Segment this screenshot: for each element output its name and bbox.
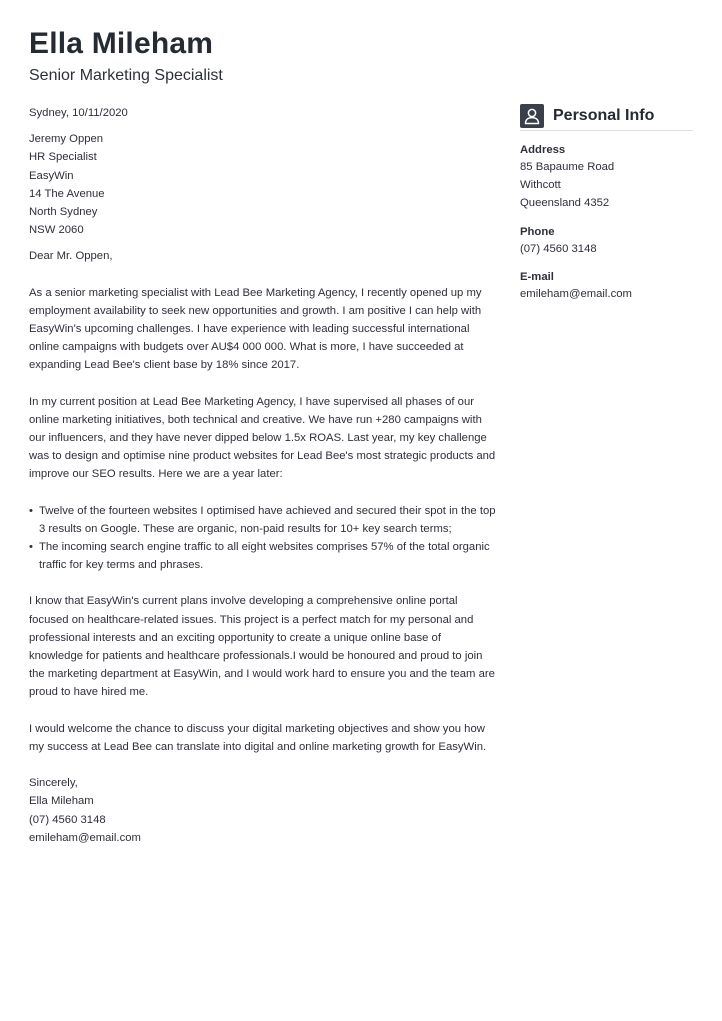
- recipient-line: HR Specialist: [29, 151, 97, 164]
- phone-value: (07) 4560 3148: [520, 242, 597, 255]
- closing-line: emileham@email.com: [29, 831, 141, 844]
- recipient-block: [29, 130, 497, 239]
- salutation: Dear Mr. Oppen,: [29, 250, 113, 263]
- closing-block: [29, 774, 497, 847]
- email-label: E-mail: [520, 270, 554, 283]
- bullet-item: • Twelve of the fourteen websites I optimised have achieved and secured their spot in the top 3 results on Google. These are organic, non-paid results for 10+ key search terms;: [29, 502, 497, 538]
- letter-body: [29, 104, 497, 847]
- applicant-title: Senior Marketing Specialist: [29, 67, 223, 84]
- bullet-item: • The incoming search engine traffic to all eight websites comprises 57% of the total organic traffic for key terms and phrases.: [29, 538, 497, 574]
- phone-label: Phone: [520, 225, 555, 238]
- personal-info-title: Personal Info: [553, 106, 655, 124]
- address-label: Address: [520, 144, 566, 156]
- closing-line: (07) 4560 3148: [29, 813, 106, 826]
- closing-line: Sincerely,: [29, 777, 78, 790]
- recipient-line: 14 The Avenue: [29, 187, 105, 200]
- address-line: Withcott: [520, 179, 561, 192]
- paragraph: As a senior marketing specialist with Lead Bee Marketing Agency, I recently opened up my employment availability to seek new opportunities and growth. I am positive I can help with EasyWin's upcoming challenges. I have experience with leading successful international online campaigns with budgets over AU$4 000 000. What is more, I have succeeded at expanding Lead Bee's client base by 18% since 2017.: [29, 286, 482, 372]
- closing-line: Ella Mileham: [29, 795, 94, 808]
- recipient-line: NSW 2060: [29, 224, 84, 237]
- paragraph: In my current position at Lead Bee Marketing Agency, I have supervised all phases of our online marketing initiatives, both technical and creative. We have run +280 campaigns with our influencers, and they have never dipped below 1.5x ROAS. Last year, my key challenge was to design and optimise nine product websites for Lead Bee's most strategic products and improve our SEO results. Here we are a year later:: [29, 395, 496, 481]
- personal-info-header: [520, 103, 693, 131]
- address-line: 85 Bapaume Road: [520, 161, 615, 173]
- recipient-line: EasyWin: [29, 169, 74, 182]
- letter-date: Sydney, 10/11/2020: [29, 107, 128, 119]
- user-icon: [520, 104, 544, 128]
- recipient-line: Jeremy Oppen: [29, 133, 104, 146]
- personal-info-sidebar: [520, 103, 693, 303]
- paragraph: I would welcome the chance to discuss your digital marketing objectives and show you how my success at Lead Bee can translate into digital and online marketing growth for EasyWin.: [29, 722, 487, 753]
- paragraph: I know that EasyWin's current plans involve developing a comprehensive online portal focused on healthcare-related issues. This project is a perfect match for my personal and professional interests and an exciting opportunity to create a unique online base of knowledge for patients and healthcare professionals.I would be honoured and proud to join the marketing department at EasyWin, and I would work hard to ensure you and the team are proud to have hired me.: [29, 595, 495, 699]
- bullet-list: [29, 502, 497, 575]
- address-line: Queensland 4352: [520, 197, 610, 210]
- recipient-line: North Sydney: [29, 206, 98, 219]
- email-value: emileham@email.com: [520, 287, 632, 300]
- applicant-name: Ella Mileham: [29, 27, 214, 60]
